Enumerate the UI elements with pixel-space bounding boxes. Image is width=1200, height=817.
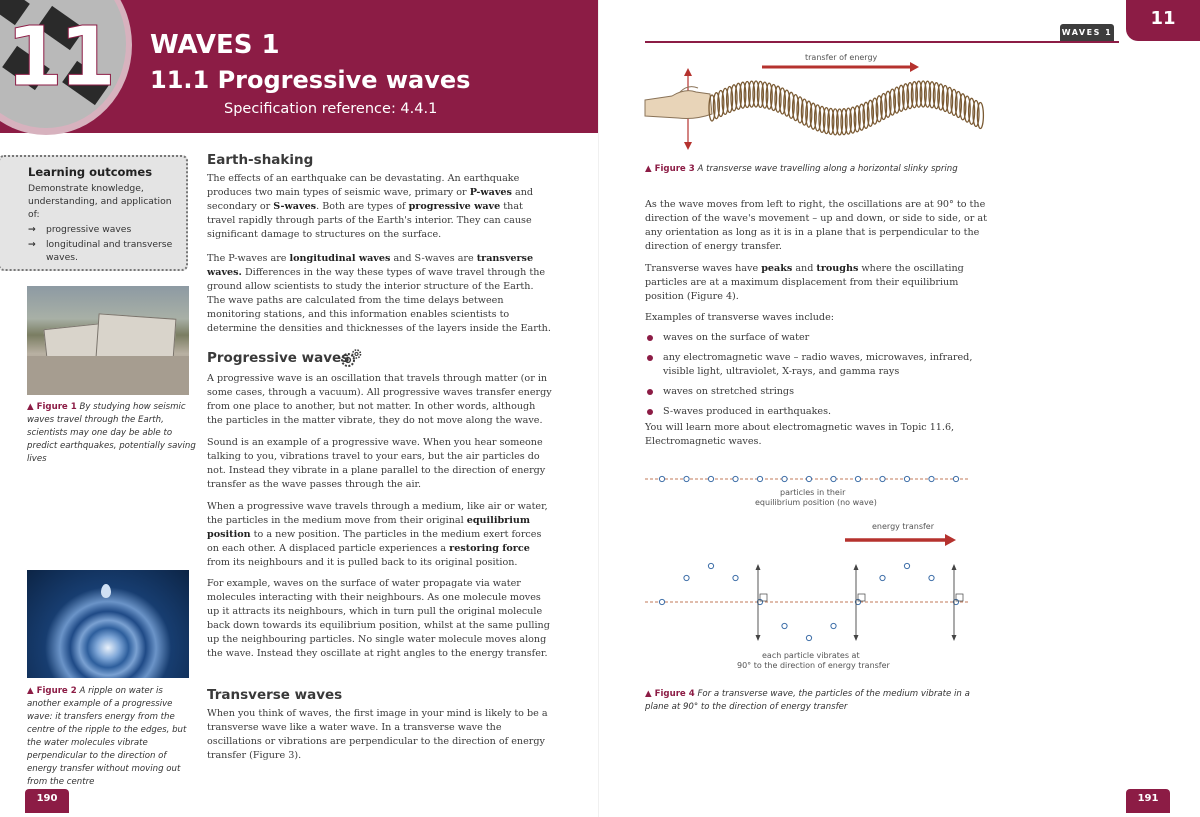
learning-outcomes-title: Learning outcomes — [28, 165, 153, 179]
learning-outcomes-intro: Demonstrate knowledge, understanding, and application of: — [28, 183, 172, 220]
particle — [831, 623, 836, 628]
page-number-left: 190 — [25, 789, 69, 813]
particle — [684, 476, 689, 481]
slinky-spring — [709, 81, 983, 135]
list-item: any electromagnetic wave – radio waves, microwaves, infrared, visible light, ultraviolet, X-rays, and gamma rays — [645, 351, 990, 379]
heading-earth-shaking: Earth-shaking — [207, 152, 314, 168]
paragraph-earth-1: The effects of an earthquake can be devastating. An earthquake produces two main types of seismic wave, primary or P-waves and secondary or S-waves. Both are types of progressive wave that travel rapidly through parts of the Earth's interior. They can cause significant damage to structures on the surface. — [207, 173, 534, 240]
particle — [708, 563, 713, 568]
bullet-icon — [647, 389, 653, 395]
list-item: S-waves produced in earthquakes. — [645, 405, 990, 419]
particle — [684, 575, 689, 580]
list-item: waves on the surface of water — [645, 331, 990, 345]
running-head-tag: WAVES 1 — [1060, 24, 1114, 41]
learning-outcomes-box — [0, 155, 188, 271]
particle — [855, 476, 860, 481]
arrow-down-icon — [952, 635, 957, 641]
bullet-icon — [647, 335, 653, 341]
arrow-down-icon — [756, 635, 761, 641]
spec-reference: Specification reference: 4.4.1 — [224, 101, 438, 117]
paragraph-right-1: As the wave moves from left to right, the oscillations are at 90° to the direction of the wave's movement – up and down, or side to side, or at any orientation as long as it is in a plane that is perpendicular to the direction of energy transfer. — [645, 199, 987, 252]
figure-4-particle-diagram — [640, 465, 980, 680]
figure-3-slinky-diagram — [640, 48, 990, 156]
arrow-up-icon — [756, 564, 761, 570]
particle — [806, 635, 811, 640]
arrow-up-icon — [854, 564, 859, 570]
arrow-right-icon: → — [28, 239, 36, 250]
arrow-up-icon — [952, 564, 957, 570]
arrow-right-icon: → — [28, 224, 36, 235]
particle — [929, 575, 934, 580]
transverse-examples-list — [645, 331, 990, 425]
particle — [733, 476, 738, 481]
particle — [929, 476, 934, 481]
paragraph-earth-2: The P-waves are longitudinal waves and S-waves are transverse waves. Differences in the way these types of wave travel through the ground allow scientists to study the interior structure of the Earth. The wave paths are calculated from the time delays between monitoring stations, and this information enables scientists to determine the densities and thicknesses of the layers inside the Earth. — [207, 253, 551, 334]
heading-progressive-waves: Progressive waves — [207, 350, 350, 366]
particle — [880, 476, 885, 481]
section-title: 11.1 Progressive waves — [150, 66, 471, 94]
paragraph-progressive-2: Sound is an example of a progressive wave. When you hear someone talking to you, vibrations travel to your ears, but the air particles do not. Instead they vibrate in a plane parallel to the direction of energy transfer as the wave passes through the air. — [207, 437, 546, 490]
paragraph-right-2: Transverse waves have peaks and troughs where the oscillating particles are at a maximum displacement from their equilibrium position (Figure 4). — [645, 263, 964, 302]
vibrates-label-1: each particle vibrates at — [762, 651, 860, 660]
water-drop — [101, 584, 111, 598]
paragraph-right-4: You will learn more about electromagnetic waves in Topic 11.6, Electromagnetic waves. — [645, 422, 955, 447]
particle — [831, 476, 836, 481]
bullet-icon — [647, 409, 653, 415]
slinky-coil — [977, 103, 983, 129]
header-rule — [645, 41, 1119, 43]
particle — [953, 476, 958, 481]
vibrates-label-2: 90° to the direction of energy transfer — [737, 661, 890, 670]
figure-4-caption: ▲ Figure 4 For a transverse wave, the particles of the medium vibrate in a plane at 90° to the direction of energy transfer — [645, 689, 970, 712]
list-item: waves on stretched strings — [645, 385, 990, 399]
energy-transfer-label: energy transfer — [872, 522, 935, 531]
particle — [806, 476, 811, 481]
particle — [659, 599, 664, 604]
chapter-tab: 11 — [1126, 0, 1200, 41]
arrow-down-icon — [854, 635, 859, 641]
gears-icon — [339, 348, 363, 368]
page-number-right: 191 — [1126, 789, 1170, 813]
chapter-number: 11 — [6, 10, 113, 105]
particle — [880, 575, 885, 580]
particle — [733, 575, 738, 580]
figure-2-caption: ▲ Figure 2 A ripple on water is another example of a progressive wave: it transfers energy from the centre of the ripple to the edges, but the water molecules vibrate perpendicular to the direction of energy transfer without moving out from the centre — [27, 686, 187, 787]
water-ripple-photo — [27, 570, 189, 678]
particle — [659, 476, 664, 481]
particle — [904, 476, 909, 481]
learning-outcome-item: → progressive waves — [28, 224, 132, 235]
paragraph-progressive-3: When a progressive wave travels through a medium, like air or water, the particles in the medium move from their original equilibrium position to a new position. The particles in the medium exert forces on each other. A displaced particle experiences a restoring force from its neighbours and it is pulled back to its original position. — [207, 501, 548, 568]
figure-3-caption: ▲ Figure 3 A transverse wave travelling along a horizontal slinky spring — [645, 164, 958, 174]
figure-1-caption: ▲ Figure 1 By studying how seismic waves travel through the Earth, scientists may one day be able to predict earthquakes, potentially saving lives — [27, 402, 196, 464]
equilibrium-label-1: particles in their — [780, 488, 846, 497]
page-gutter — [598, 0, 599, 817]
heading-transverse-waves: Transverse waves — [207, 687, 343, 703]
particle — [708, 476, 713, 481]
learning-outcome-item: → longitudinal and transverse waves. — [28, 239, 173, 263]
earthquake-photo — [27, 286, 189, 395]
particle — [782, 476, 787, 481]
chapter-title: WAVES 1 — [150, 30, 280, 60]
paragraph-right-3: Examples of transverse waves include: — [645, 312, 834, 323]
particle — [904, 563, 909, 568]
paragraph-progressive-4: For example, waves on the surface of water propagate via water molecules interacting with their neighbours. As one molecule moves up it attracts its neighbours, which in turn pull the original molecule back down towards its equilibrium position, whilst at the same pulling up the neighbouring particles. No single water molecule moves along the wave. Instead they oscillate at right angles to the energy transfer. — [207, 578, 550, 659]
equilibrium-label-2: equilibrium position (no wave) — [755, 498, 877, 507]
equilibrium-particles — [659, 476, 958, 481]
particle — [782, 623, 787, 628]
paragraph-progressive-1: A progressive wave is an oscillation that travels through matter (or in some cases, through a vacuum). All progressive waves transfer energy from one place to another, but not matter. In other words, although the particles in the matter vibrate, they do not move along the wave. — [207, 373, 552, 426]
bullet-icon — [647, 355, 653, 361]
particle — [757, 476, 762, 481]
transfer-of-energy-label: transfer of energy — [805, 53, 878, 62]
paragraph-transverse-1: When you think of waves, the first image in your mind is likely to be a transverse wave like a water wave. In a transverse wave the oscillations or vibrations are perpendicular to the direction of energy transfer (Figure 3). — [207, 708, 548, 761]
